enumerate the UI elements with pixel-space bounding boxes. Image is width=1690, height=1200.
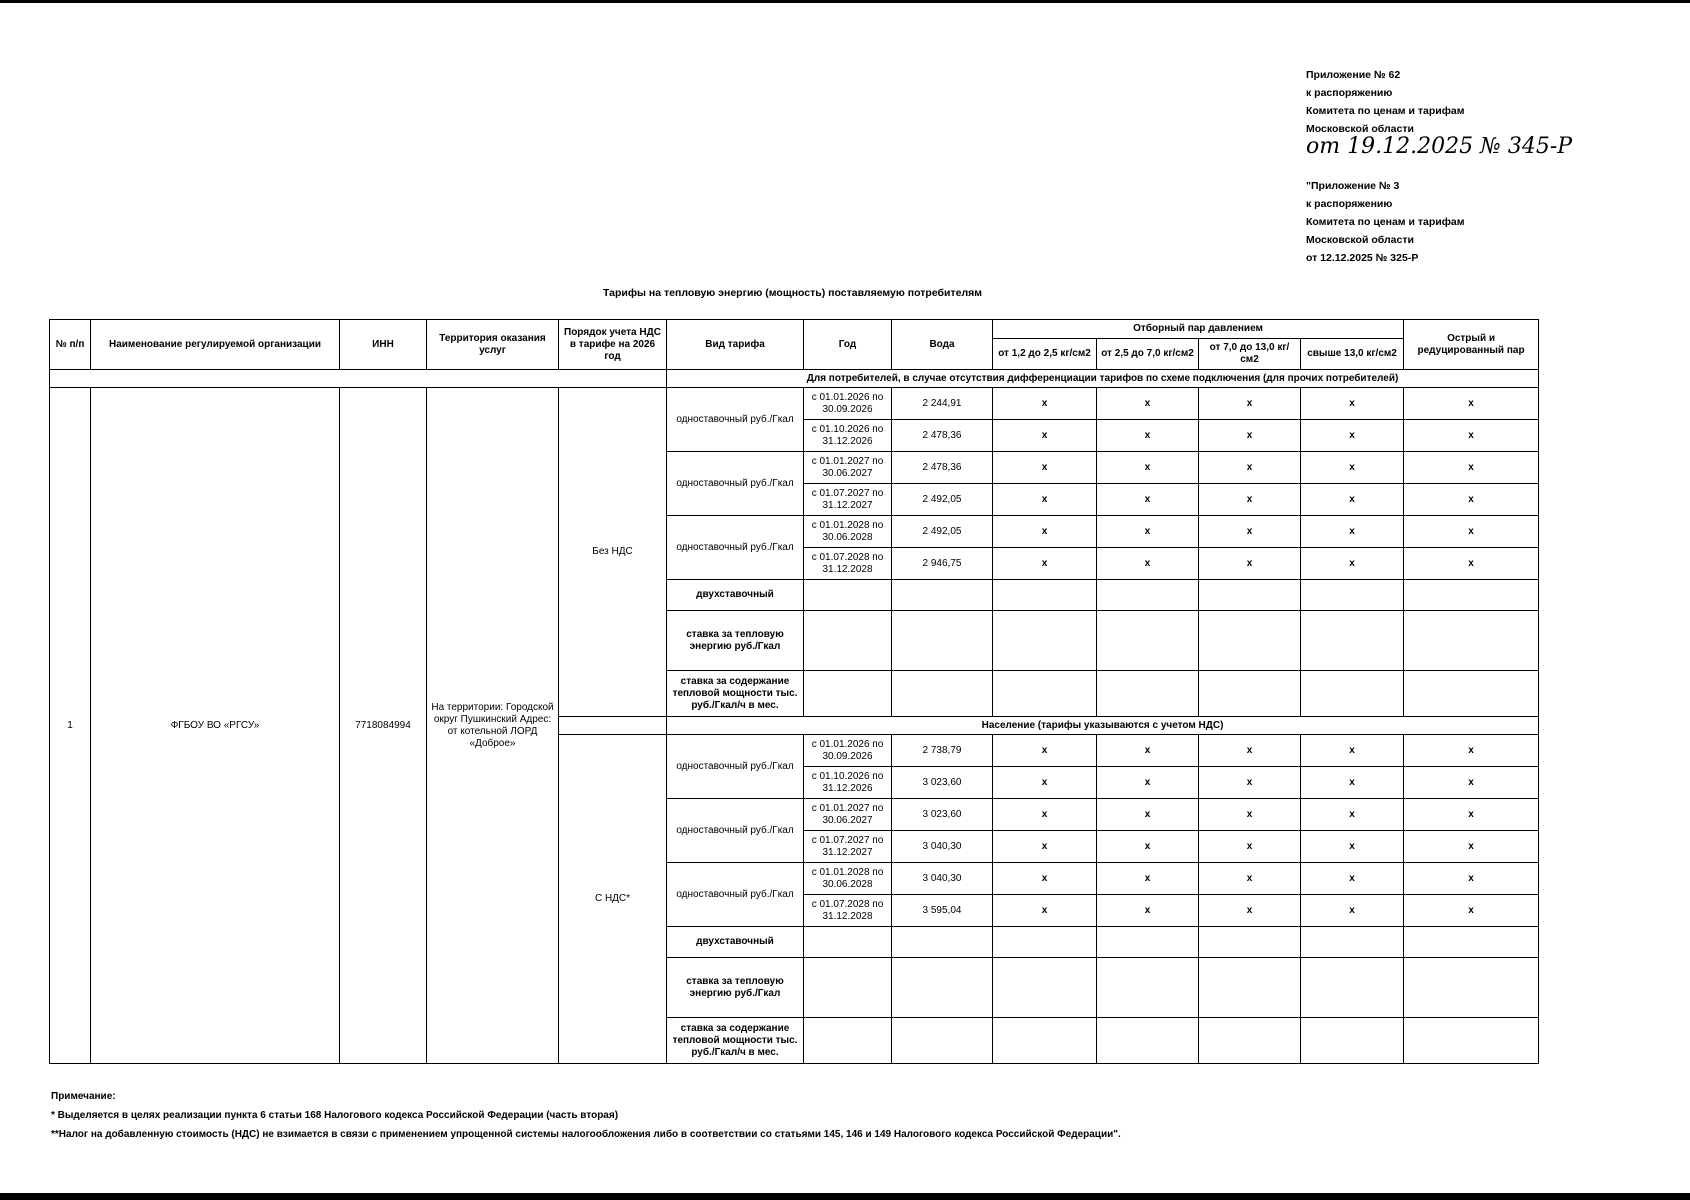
- two-rate-label: двухставочный: [667, 927, 804, 958]
- header-year: Год: [804, 320, 892, 370]
- x-mark: x: [1199, 831, 1301, 863]
- x-mark: x: [1097, 895, 1199, 927]
- top-border: [0, 0, 1690, 3]
- x-mark: x: [993, 767, 1097, 799]
- x-mark: x: [1097, 516, 1199, 548]
- period-cell: с 01.07.2027 по 31.12.2027: [804, 484, 892, 516]
- x-mark: x: [1199, 799, 1301, 831]
- x-mark: x: [1199, 767, 1301, 799]
- header-tariff-type: Вид тарифа: [667, 320, 804, 370]
- x-mark: x: [993, 863, 1097, 895]
- period-cell: с 01.01.2027 по 30.06.2027: [804, 452, 892, 484]
- x-mark: x: [1097, 799, 1199, 831]
- x-mark: x: [1097, 388, 1199, 420]
- x-mark: x: [993, 484, 1097, 516]
- org-num: 1: [50, 388, 91, 1064]
- x-mark: x: [993, 799, 1097, 831]
- period-cell: с 01.01.2028 по 30.06.2028: [804, 863, 892, 895]
- x-mark: x: [1301, 484, 1404, 516]
- x-mark: x: [1199, 452, 1301, 484]
- water-value: 2 492,05: [892, 516, 993, 548]
- x-mark: x: [993, 516, 1097, 548]
- x-mark: x: [993, 452, 1097, 484]
- header-pressure-2: от 2,5 до 7,0 кг/см2: [1097, 339, 1199, 370]
- vat-no-label: Без НДС: [559, 388, 667, 717]
- header-water: Вода: [892, 320, 993, 370]
- capacity-rate-label: ставка за содержание тепловой мощности тыс. руб./Гкал/ч в мес.: [667, 671, 804, 717]
- org-name: ФГБОУ ВО «РГСУ»: [91, 388, 340, 1064]
- x-mark: x: [993, 388, 1097, 420]
- x-mark: x: [1301, 895, 1404, 927]
- x-mark: x: [1097, 767, 1199, 799]
- x-mark: x: [1404, 484, 1539, 516]
- one-rate-label: одноставочный руб./Гкал: [667, 799, 804, 863]
- capacity-rate-label: ставка за содержание тепловой мощности тыс. руб./Гкал/ч в мес.: [667, 1018, 804, 1064]
- x-mark: x: [1199, 388, 1301, 420]
- header-sharp-steam: Острый и редуцированный пар: [1404, 320, 1539, 370]
- x-mark: x: [1404, 516, 1539, 548]
- section2-title: Население (тарифы указываются с учетом НДС): [667, 717, 1539, 735]
- x-mark: x: [1097, 452, 1199, 484]
- water-value: 3 595,04: [892, 895, 993, 927]
- header-org: Наименование регулируемой организации: [91, 320, 340, 370]
- x-mark: x: [1199, 863, 1301, 895]
- x-mark: x: [1404, 548, 1539, 580]
- x-mark: x: [1097, 863, 1199, 895]
- two-rate-label: двухставочный: [667, 580, 804, 611]
- water-value: 3 040,30: [892, 831, 993, 863]
- x-mark: x: [993, 548, 1097, 580]
- x-mark: x: [1404, 420, 1539, 452]
- annex-new-line1: Приложение № 62: [1306, 69, 1401, 81]
- header-territory: Территория оказания услуг: [427, 320, 559, 370]
- x-mark: x: [1097, 735, 1199, 767]
- energy-rate-label: ставка за тепловую энергию руб./Гкал: [667, 958, 804, 1018]
- period-cell: с 01.01.2027 по 30.06.2027: [804, 799, 892, 831]
- one-rate-label: одноставочный руб./Гкал: [667, 735, 804, 799]
- x-mark: x: [993, 735, 1097, 767]
- annex-new-date-handwritten: от 19.12.2025 № 345-Р: [1306, 134, 1573, 159]
- water-value: 2 492,05: [892, 484, 993, 516]
- water-value: 2 738,79: [892, 735, 993, 767]
- x-mark: x: [1199, 735, 1301, 767]
- header-pressure-1: от 1,2 до 2,5 кг/см2: [993, 339, 1097, 370]
- water-value: 3 040,30: [892, 863, 993, 895]
- one-rate-label: одноставочный руб./Гкал: [667, 516, 804, 580]
- period-cell: с 01.10.2026 по 31.12.2026: [804, 420, 892, 452]
- x-mark: x: [1404, 895, 1539, 927]
- x-mark: x: [1097, 484, 1199, 516]
- bottom-border: [0, 1193, 1690, 1200]
- x-mark: x: [1301, 388, 1404, 420]
- x-mark: x: [1097, 831, 1199, 863]
- period-cell: с 01.07.2028 по 31.12.2028: [804, 895, 892, 927]
- annex-new-line4: Московской области: [1306, 123, 1414, 135]
- energy-rate-label: ставка за тепловую энергию руб./Гкал: [667, 611, 804, 671]
- period-cell: с 01.07.2027 по 31.12.2027: [804, 831, 892, 863]
- x-mark: x: [1199, 516, 1301, 548]
- x-mark: x: [1404, 767, 1539, 799]
- section1-spacer: [50, 370, 667, 388]
- x-mark: x: [993, 895, 1097, 927]
- x-mark: x: [1404, 735, 1539, 767]
- annex-old-line2: к распоряжению: [1306, 198, 1393, 210]
- section1-title: Для потребителей, в случае отсутствия дифференциации тарифов по схеме подключения (для прочих потребителей): [667, 370, 1539, 388]
- header-inn: ИНН: [340, 320, 427, 370]
- note-2: **Налог на добавленную стоимость (НДС) не взимается в связи с применением упрощенной системы налогообложения либо в соответствии со статьями 145, 146 и 149 Налогового кодекса Российской Федерации".: [51, 1129, 1121, 1140]
- notes-block: [51, 1087, 1121, 1144]
- x-mark: x: [1404, 388, 1539, 420]
- org-territory: На территории: Городской округ Пушкинский Адрес: от котельной ЛОРД «Доброе»: [427, 388, 559, 1064]
- water-value: 2 946,75: [892, 548, 993, 580]
- header-pressure-3: от 7,0 до 13,0 кг/см2: [1199, 339, 1301, 370]
- annex-new-line2: к распоряжению: [1306, 87, 1393, 99]
- vat-yes-label: С НДС*: [559, 735, 667, 1064]
- x-mark: x: [1404, 452, 1539, 484]
- x-mark: x: [1404, 863, 1539, 895]
- annex-old-line4: Московской области: [1306, 234, 1414, 246]
- org-inn: 7718084994: [340, 388, 427, 1064]
- x-mark: x: [1301, 799, 1404, 831]
- period-cell: с 01.01.2026 по 30.09.2026: [804, 388, 892, 420]
- period-cell: с 01.01.2026 по 30.09.2026: [804, 735, 892, 767]
- one-rate-label: одноставочный руб./Гкал: [667, 863, 804, 927]
- one-rate-label: одноставочный руб./Гкал: [667, 452, 804, 516]
- x-mark: x: [1199, 484, 1301, 516]
- table-row: [50, 388, 1539, 420]
- one-rate-label: одноставочный руб./Гкал: [667, 388, 804, 452]
- water-value: 2 244,91: [892, 388, 993, 420]
- notes-heading: Примечание:: [51, 1091, 116, 1102]
- header-num: № п/п: [50, 320, 91, 370]
- note-1: * Выделяется в целях реализации пункта 6 статьи 168 Налогового кодекса Российской Федерации (часть вторая): [51, 1110, 619, 1121]
- annex-old-line3: Комитета по ценам и тарифам: [1306, 216, 1465, 228]
- header-pressure-4: свыше 13,0 кг/см2: [1301, 339, 1404, 370]
- x-mark: x: [1301, 452, 1404, 484]
- annex-old-line1: "Приложение № 3: [1306, 180, 1400, 192]
- x-mark: x: [1301, 516, 1404, 548]
- section2-spacer: [559, 717, 667, 735]
- x-mark: x: [1097, 548, 1199, 580]
- annex-new-line3: Комитета по ценам и тарифам: [1306, 105, 1465, 117]
- water-value: 3 023,60: [892, 799, 993, 831]
- water-value: 2 478,36: [892, 420, 993, 452]
- x-mark: x: [1301, 831, 1404, 863]
- header-steam: Отборный пар давлением: [993, 320, 1404, 339]
- x-mark: x: [1301, 548, 1404, 580]
- x-mark: x: [1199, 895, 1301, 927]
- water-value: 2 478,36: [892, 452, 993, 484]
- x-mark: x: [1301, 420, 1404, 452]
- x-mark: x: [993, 831, 1097, 863]
- annex-old-line5: от 12.12.2025 № 325-Р: [1306, 252, 1419, 264]
- x-mark: x: [1097, 420, 1199, 452]
- tariff-table: [49, 319, 1539, 1064]
- document-title: Тарифы на тепловую энергию (мощность) поставляемую потребителям: [602, 287, 983, 299]
- annex-old-block: [1306, 177, 1465, 267]
- x-mark: x: [1301, 735, 1404, 767]
- x-mark: x: [1404, 799, 1539, 831]
- x-mark: x: [1301, 863, 1404, 895]
- x-mark: x: [1199, 420, 1301, 452]
- annex-new-block: [1306, 66, 1573, 159]
- x-mark: x: [1404, 831, 1539, 863]
- x-mark: x: [1301, 767, 1404, 799]
- header-vat: Порядок учета НДС в тарифе на 2026 год: [559, 320, 667, 370]
- period-cell: с 01.01.2028 по 30.06.2028: [804, 516, 892, 548]
- period-cell: с 01.07.2028 по 31.12.2028: [804, 548, 892, 580]
- water-value: 3 023,60: [892, 767, 993, 799]
- x-mark: x: [993, 420, 1097, 452]
- period-cell: с 01.10.2026 по 31.12.2026: [804, 767, 892, 799]
- x-mark: x: [1199, 548, 1301, 580]
